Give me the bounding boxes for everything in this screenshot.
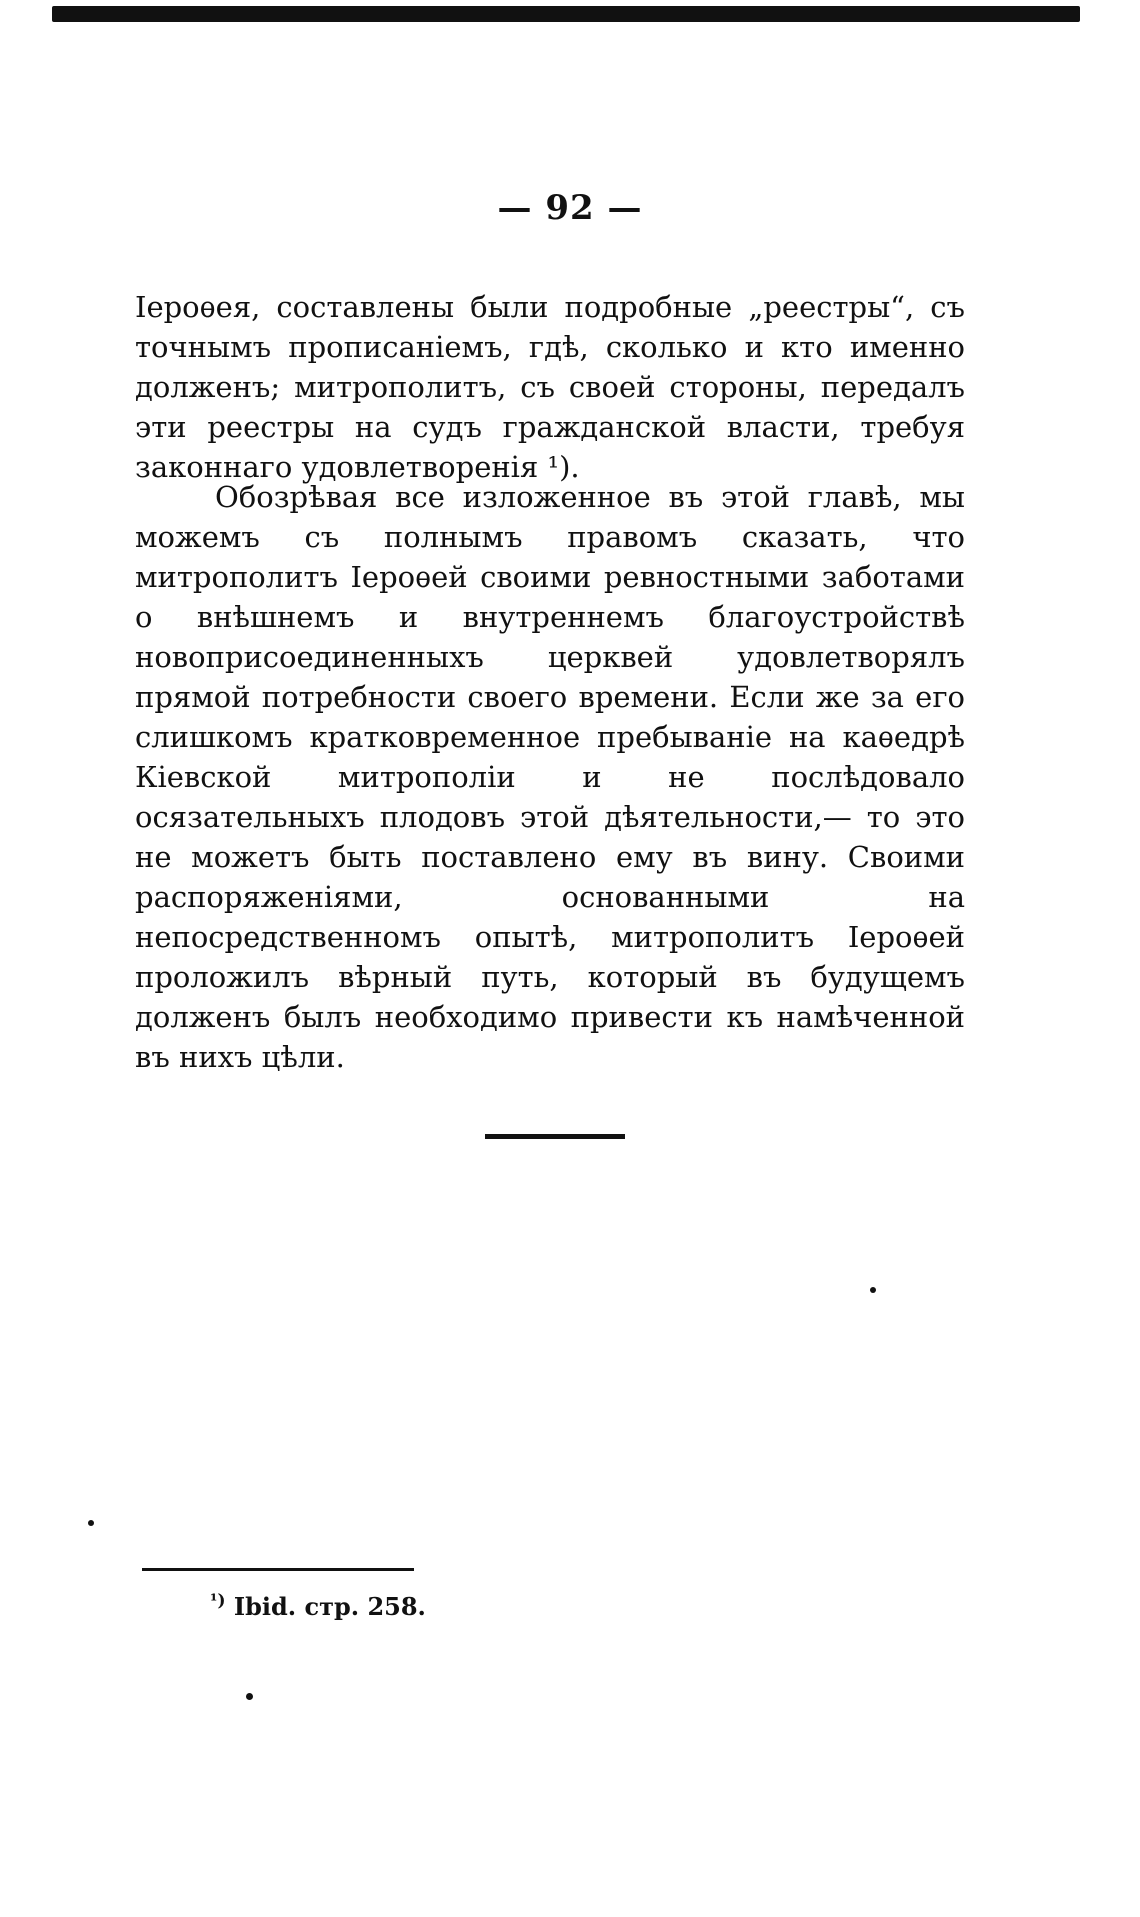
footnote-text: Ibid. стр. 258. [233, 1592, 426, 1621]
paragraph-conclusion: Обозрѣвая все изложенное въ этой главѣ, мы можемъ съ полнымъ правомъ сказать, что митрополитъ Іероѳей своими ревностными заботами о внѣшнемъ и внутреннемъ благоустройствѣ новоприсоединенныхъ церквей удовлетворялъ прямой потребности своего времени. Если же за его слишкомъ кратковременное пребываніе на каѳедрѣ Кіевской митрополіи и не послѣдовало осязательныхъ плодовъ этой дѣятельности,— то это не можетъ быть поставлено ему въ вину. Своими распоряженіями, основанными на непосредственномъ опытѣ, митрополитъ Іероѳей проложилъ вѣрный путь, который въ будущемъ долженъ былъ необходимо привести къ намѣченной въ нихъ цѣли. [135, 480, 965, 1074]
page-number: — 92 — [497, 188, 643, 228]
footnote-mark: ¹) [210, 1591, 226, 1611]
scan-speck [246, 1693, 253, 1700]
top-border-rule [52, 6, 1080, 22]
paragraph-continuation: Іероѳея, составлены были подробные „реестры“, съ точнымъ прописаніемъ, гдѣ, сколько и кто именно долженъ; митрополитъ, съ своей стороны, передалъ эти реестры на судъ гражданской власти, требуя законнаго удовлетворенія ¹). [135, 290, 965, 484]
section-divider [485, 1134, 625, 1139]
scan-speck [870, 1287, 876, 1293]
footnote-separator [142, 1568, 414, 1571]
footnote [210, 1592, 426, 1621]
scan-speck [88, 1520, 94, 1526]
